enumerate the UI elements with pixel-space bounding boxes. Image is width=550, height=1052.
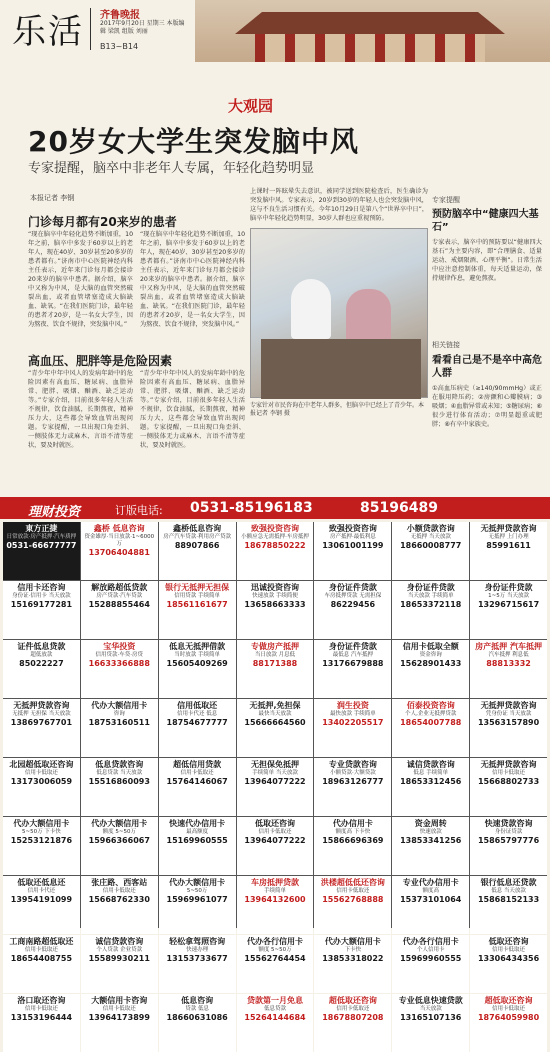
classified-ad bbox=[237, 876, 314, 934]
ad-body: 房产汽车贷款·利用房产贷款 bbox=[163, 534, 231, 540]
ad-title: 无抵押贷款咨询 bbox=[480, 524, 537, 533]
banner-image bbox=[195, 0, 550, 62]
ad-title: 佰泰投资咨询 bbox=[406, 701, 455, 710]
issue-line: 2017年9月20日 星期三 本版编辑 梁凯 组版 刘丽 bbox=[100, 20, 185, 35]
ad-body: 个人贷款 企业贷款 bbox=[96, 947, 143, 953]
classified-ad bbox=[159, 876, 236, 934]
ad-body: 最高额度 bbox=[186, 829, 209, 835]
ad-body: 信用贷款·车贷·房贷 bbox=[95, 652, 144, 658]
classified-ad bbox=[314, 994, 391, 1052]
ad-body: 小额应急无需抵押·车房抵押 bbox=[241, 534, 309, 540]
ad-title: 洪楼超低低还咨询 bbox=[320, 878, 385, 887]
ad-body: 信用卡代还 低息 bbox=[177, 711, 218, 717]
ad-title: 鑫桥 低息咨询 bbox=[93, 524, 145, 533]
classified-ad bbox=[81, 935, 158, 993]
ad-body: 5~50万 bbox=[186, 888, 208, 894]
ad-title: 鑫桥低息咨询 bbox=[173, 524, 222, 533]
classified-ad bbox=[392, 758, 469, 816]
ad-phone: 0531-66677777 bbox=[6, 541, 77, 550]
classified-ad bbox=[237, 758, 314, 816]
classified-ad bbox=[159, 817, 236, 875]
ad-body: 凭身份证 当天放款 bbox=[485, 711, 532, 717]
ad-phone: 13061001199 bbox=[322, 541, 384, 550]
ad-title: 银行无抵押无担保 bbox=[165, 583, 230, 592]
ad-title: 低息无抵押借款 bbox=[169, 642, 226, 651]
ad-phone: 88171388 bbox=[252, 659, 298, 668]
ad-phone: 15264144684 bbox=[244, 1013, 306, 1022]
ad-title: 代办大额信用卡 bbox=[169, 878, 226, 887]
classified-ad bbox=[159, 758, 236, 816]
ad-body: 房产抵押·最低利息 bbox=[329, 534, 376, 540]
ad-phone: 15605409269 bbox=[166, 659, 228, 668]
ad-title: 代办信用卡 bbox=[332, 819, 373, 828]
ad-body: 低息贷款 当天放款 bbox=[96, 770, 143, 776]
photo-figure bbox=[291, 279, 331, 339]
classified-ad bbox=[392, 581, 469, 639]
ad-title: 解放路超低贷款 bbox=[91, 583, 148, 592]
ad-phone: 15969961077 bbox=[166, 895, 228, 904]
sidebar-tag-2: 相关链接 bbox=[432, 341, 460, 349]
classified-ad bbox=[3, 640, 80, 698]
classified-ad bbox=[314, 758, 391, 816]
ad-phone: 18660008777 bbox=[400, 541, 462, 550]
ad-title: 低取还低息还 bbox=[17, 878, 66, 887]
ad-body: 信用卡低取还 bbox=[102, 1006, 136, 1012]
ad-phone: 15628901433 bbox=[400, 659, 462, 668]
classified-ad bbox=[392, 522, 469, 580]
ad-title: 轻松拿驾照咨询 bbox=[169, 937, 226, 946]
ad-phone: 15169960555 bbox=[166, 836, 228, 845]
classified-ad bbox=[392, 876, 469, 934]
ad-body: 低息贷款 bbox=[263, 1006, 286, 1012]
classified-ad bbox=[470, 935, 547, 993]
ad-header bbox=[0, 497, 550, 519]
section-heading-1: 门诊每月都有20来岁的患者 bbox=[28, 215, 177, 229]
classified-ad bbox=[3, 817, 80, 875]
byline: 本报记者 李钢 bbox=[30, 194, 75, 202]
classified-ad bbox=[470, 581, 547, 639]
ad-body: 低息 当天放款 bbox=[491, 888, 526, 894]
classified-ad bbox=[81, 876, 158, 934]
classified-ad bbox=[470, 876, 547, 934]
ad-phone: 18764059980 bbox=[477, 1013, 540, 1022]
classified-ad bbox=[159, 935, 236, 993]
ad-body: 额度高 bbox=[422, 888, 439, 894]
classified-ad bbox=[81, 522, 158, 580]
ad-body: 日常放款·房产抵押·汽车质押 bbox=[6, 534, 77, 540]
classified-ad bbox=[237, 994, 314, 1052]
sidebar-title-1: 预防脑卒中“健康四大基石” bbox=[432, 209, 539, 233]
ad-phone: 15668802733 bbox=[477, 777, 540, 786]
ad-phone: 13658663333 bbox=[244, 600, 306, 609]
banner-roof bbox=[235, 12, 505, 34]
ad-title: 身份证件贷款 bbox=[328, 642, 377, 651]
ad-phone: 13964077222 bbox=[244, 836, 306, 845]
ad-body: 手续简单 bbox=[263, 888, 286, 894]
ad-phone: 18753160511 bbox=[88, 718, 150, 727]
ad-body: 当时放款 手续简单 bbox=[174, 652, 220, 658]
ad-title: 专业低息快速贷款 bbox=[398, 996, 463, 1005]
classified-ad bbox=[237, 699, 314, 757]
ad-title: 润生投资 bbox=[336, 701, 369, 710]
photo-caption: 专家针对市民咨询在中老年人群多，但脑卒中已经上了青少年。本报记者 李钢 摄 bbox=[250, 402, 425, 417]
ad-phone: 13954191099 bbox=[10, 895, 73, 904]
classified-ad bbox=[314, 699, 391, 757]
ad-title: 代办大额信用卡 bbox=[91, 701, 148, 710]
news-photo bbox=[250, 228, 428, 398]
ad-body: 信用卡低取还 bbox=[336, 888, 370, 894]
classified-ad bbox=[392, 699, 469, 757]
ad-title: 低取还咨询 bbox=[488, 937, 529, 946]
classified-ad bbox=[237, 640, 314, 698]
ad-title: 工商南路超低取还 bbox=[9, 937, 74, 946]
ad-body: 信用卡低取还 bbox=[492, 947, 526, 953]
classified-ad bbox=[159, 994, 236, 1052]
paper-name: 齐鲁晚报 bbox=[100, 10, 140, 21]
ad-body: 5~50万 下卡快 bbox=[21, 829, 61, 835]
ad-phone: 18754677777 bbox=[166, 718, 228, 727]
classified-ad bbox=[159, 699, 236, 757]
ad-phone: 13853341256 bbox=[400, 836, 462, 845]
classified-ad bbox=[392, 640, 469, 698]
ad-title: 洛口取还咨询 bbox=[17, 996, 66, 1005]
ad-phone: 15589930211 bbox=[88, 954, 150, 963]
intro-text: 上课时一阵眩晕失去意识，被同学送到医院检查后，医生确诊为突发脑中风。专家表示，20岁到30岁的年轻人也会突发脑中风，这与不良生活习惯有关。今年10月29日是第八个“世界卒中日”，脑卒中年轻化趋势明显，30岁人群也应重视预防。 bbox=[250, 188, 428, 222]
ad-phone: 13964077222 bbox=[244, 777, 306, 786]
ad-body: 资金雄厚·当日放款·1~6000万 bbox=[84, 534, 155, 547]
ad-body: 无抵押 当天放款 bbox=[410, 534, 451, 540]
ad-title: 无抵押,免担保 bbox=[249, 701, 301, 710]
classified-ad bbox=[470, 758, 547, 816]
ad-phone: 13869767701 bbox=[10, 718, 73, 727]
ad-body: 1~5万 当天放款 bbox=[488, 593, 529, 599]
classified-ad bbox=[314, 581, 391, 639]
ad-title: 代办大额信用卡 bbox=[324, 937, 381, 946]
ad-title: 信用低取还 bbox=[177, 701, 218, 710]
ad-header-phone-2: 85196489 bbox=[360, 500, 438, 516]
ad-header-phone-1: 0531-85196183 bbox=[190, 500, 313, 516]
ad-body: 无抵押 无担保 当天放款 bbox=[12, 711, 71, 717]
ad-title: 超低信用贷款 bbox=[173, 760, 222, 769]
ad-phone: 15969960555 bbox=[400, 954, 462, 963]
classified-ad bbox=[470, 817, 547, 875]
ad-body: 额度 5~50万 bbox=[258, 947, 292, 953]
headline: 20岁女大学生突发脑中风 bbox=[28, 125, 359, 158]
classified-ad bbox=[159, 522, 236, 580]
ad-phone: 15764146067 bbox=[166, 777, 228, 786]
ad-body: 信用卡低取还 bbox=[24, 770, 58, 776]
ad-body: 咨询 bbox=[113, 711, 125, 717]
classified-ad bbox=[470, 640, 547, 698]
ad-phone: 18963126777 bbox=[322, 777, 384, 786]
ad-phone: 18678850222 bbox=[244, 541, 306, 550]
ad-phone: 18678807208 bbox=[322, 1013, 384, 1022]
classified-ad bbox=[237, 935, 314, 993]
ad-title: 超低取还咨询 bbox=[484, 996, 533, 1005]
ad-title: 代办大额信用卡 bbox=[13, 819, 70, 828]
feature-badge: 大观园 bbox=[228, 97, 274, 115]
ad-body: 信用卡低取还 bbox=[492, 1006, 526, 1012]
ad-body: 最快当天放款 bbox=[258, 711, 292, 717]
ad-body: 身份证贷款 bbox=[494, 829, 523, 835]
ad-body: 超低放款 bbox=[30, 652, 53, 658]
ad-title: 无担保免抵押 bbox=[250, 760, 299, 769]
ad-phone: 13306434356 bbox=[477, 954, 540, 963]
section-text-1b: “现在脑卒中年轻化趋势不断加重，10年之前，脑卒中多发于60岁以上的老年人，现在40岁、30岁甚至20多岁的患者都有。”济南市中心医院神经内科主任表示，近年来门诊每月都会接诊20来岁的脑卒中患者。据介绍，脑卒中又称为中风，是大脑的血管突然破裂出血，或者血管堵塞造成大脑缺血、缺氧。“在我们医院门诊，最年轻的患者才20岁，是一名女大学生，因为熬夜、饮食不规律，突发脑中风。” bbox=[140, 231, 245, 328]
ad-title: 身份证件贷款 bbox=[328, 583, 377, 592]
ad-phone: 13173006059 bbox=[10, 777, 73, 786]
ad-body: 信用卡低取还 bbox=[492, 770, 526, 776]
ad-phone: 15562768888 bbox=[322, 895, 384, 904]
classified-ad bbox=[81, 581, 158, 639]
ad-title: 专业贷款咨询 bbox=[328, 760, 377, 769]
ad-title: 致强投资咨询 bbox=[250, 524, 299, 533]
classified-ad bbox=[3, 758, 80, 816]
ad-title: 信用卡还咨询 bbox=[17, 583, 66, 592]
ad-phone: 16633366888 bbox=[88, 659, 150, 668]
ad-phone: 15866696369 bbox=[322, 836, 384, 845]
classified-ad bbox=[237, 581, 314, 639]
ad-title: 无抵押贷款咨询 bbox=[480, 760, 537, 769]
ad-body: 当天放款 手续简单 bbox=[407, 593, 454, 599]
classified-ad bbox=[314, 817, 391, 875]
ad-title: 诚信贷款咨询 bbox=[406, 760, 455, 769]
classified-ad bbox=[3, 935, 80, 993]
ad-phone: 13176679888 bbox=[322, 659, 384, 668]
ad-phone: 13853318022 bbox=[322, 954, 384, 963]
ad-title: 致强投资咨询 bbox=[328, 524, 377, 533]
ad-phone: 13296715617 bbox=[477, 600, 540, 609]
ad-body: 信用卡低取还 bbox=[102, 888, 136, 894]
ad-phone: 13706404881 bbox=[88, 548, 150, 557]
ad-title: 快速贷款咨询 bbox=[484, 819, 533, 828]
banner-pillars bbox=[255, 34, 485, 62]
ad-phone: 15373101064 bbox=[400, 895, 462, 904]
ad-phone: 13165107136 bbox=[400, 1013, 462, 1022]
ad-phone: 13402205517 bbox=[322, 718, 384, 727]
classified-ad bbox=[3, 581, 80, 639]
ad-title: 代办各行信用卡 bbox=[246, 937, 303, 946]
ad-title: 代办各行信用卡 bbox=[402, 937, 459, 946]
page-range: B13~B14 bbox=[100, 42, 139, 51]
ad-body: 当天放款 bbox=[419, 1006, 442, 1012]
classified-ad bbox=[159, 581, 236, 639]
ad-body: 额度 5~50万 bbox=[102, 829, 136, 835]
ad-title: 贷款第一月免息 bbox=[246, 996, 303, 1005]
ad-phone: 18653312456 bbox=[400, 777, 462, 786]
ad-title: 身份证件贷款 bbox=[406, 583, 455, 592]
ad-title: 银行低息还贷款 bbox=[480, 878, 537, 887]
ad-title: 诚信贷款咨询 bbox=[95, 937, 144, 946]
ad-body: 信用卡低取还 bbox=[180, 770, 214, 776]
ad-body: 信用卡低取还 bbox=[24, 1006, 58, 1012]
ad-phone: 88813332 bbox=[486, 659, 531, 668]
ad-body: 无抵押 上门办理 bbox=[488, 534, 529, 540]
ad-body: 贷款 低息 bbox=[185, 1006, 209, 1012]
ad-phone: 13153196444 bbox=[10, 1013, 73, 1022]
ad-title: 代办大额信用卡 bbox=[91, 819, 148, 828]
ad-title: 低取还咨询 bbox=[254, 819, 295, 828]
sidebar-text-1: 专家表示，脑卒中的预防要以“健康四大基石”为主要内容，即“合理膳食、适量运动、戒烟限酒、心理平衡”。日常生活中应注意控制体重，每天适量运动，保持规律作息，避免熬夜。 bbox=[432, 239, 542, 282]
ad-title: 東方正捷 bbox=[25, 524, 58, 533]
classified-ad bbox=[314, 876, 391, 934]
ad-title: 超低取还咨询 bbox=[328, 996, 377, 1005]
ad-title: 无抵押贷款咨询 bbox=[480, 701, 537, 710]
ad-body: 额度高 下卡快 bbox=[335, 829, 371, 835]
ad-header-sub: 订版电话: bbox=[115, 504, 163, 517]
ad-title: 证件低息贷款 bbox=[17, 642, 66, 651]
ad-title: 专业代办信用卡 bbox=[402, 878, 459, 887]
ad-body: 当日放款 月息低 bbox=[254, 652, 296, 658]
classified-ad bbox=[81, 817, 158, 875]
ad-title: 宝华投资 bbox=[103, 642, 136, 651]
ad-phone: 15288855464 bbox=[88, 600, 150, 609]
ad-title: 小额贷款咨询 bbox=[406, 524, 455, 533]
classified-ad bbox=[237, 817, 314, 875]
ad-title: 专做房产抵押 bbox=[250, 642, 299, 651]
ad-phone: 86229456 bbox=[330, 600, 376, 609]
ad-body: 最低息 汽车抵押 bbox=[332, 652, 373, 658]
ad-phone: 15668762330 bbox=[88, 895, 150, 904]
ad-body: 低息 手续简单 bbox=[413, 770, 449, 776]
classified-ad bbox=[314, 935, 391, 993]
ad-title: 无抵押贷款咨询 bbox=[13, 701, 70, 710]
ad-title: 房产抵押 汽车抵押 bbox=[475, 642, 542, 651]
ad-title: 低息咨询 bbox=[181, 996, 214, 1005]
ad-body: 车房抵押贷款 无需担保 bbox=[324, 593, 382, 599]
classified-ad bbox=[159, 640, 236, 698]
classified-ad bbox=[314, 640, 391, 698]
ad-header-label: 理财投资 bbox=[28, 505, 81, 520]
ad-body: 个人,企业无抵押贷款 bbox=[405, 711, 457, 717]
ad-body: 最快放款 手续简单 bbox=[329, 711, 376, 717]
ad-body: 房产贷款·汽车贷款 bbox=[96, 593, 143, 599]
subheadline: 专家提醒，脑卒中非老年人专属，年轻化趋势明显 bbox=[28, 161, 315, 176]
ad-title: 迅诚投资咨询 bbox=[250, 583, 299, 592]
ad-title: 资金周转 bbox=[414, 819, 447, 828]
ad-body: 下卡快 bbox=[344, 947, 362, 953]
ad-phone: 15666664560 bbox=[244, 718, 306, 727]
masthead bbox=[0, 0, 550, 62]
classified-ad bbox=[314, 522, 391, 580]
ad-body: 资金咨询 bbox=[419, 652, 442, 658]
ad-phone: 85022227 bbox=[19, 659, 64, 668]
ad-phone: 15966366067 bbox=[88, 836, 150, 845]
ad-body: 汽车抵押 利息低 bbox=[488, 652, 529, 658]
ad-body: 快速放款 手续简便 bbox=[252, 593, 298, 599]
classified-ad bbox=[470, 522, 547, 580]
section-text-1a: “现在脑卒中年轻化趋势不断加重，10年之前，脑卒中多发于60岁以上的老年人，现在40岁、30岁甚至20多岁的患者都有。”济南市中心医院神经内科主任表示，近年来门诊每月都会接诊20来岁的脑卒中患者。据介绍，脑卒中又称为中风，是大脑的血管突然破裂出血，或者血管堵塞造成大脑缺血、缺氧。“在我们医院门诊，最年轻的患者才20岁，是一名女大学生，因为熬夜、饮食不规律，突发脑中风。” bbox=[28, 231, 133, 328]
ad-phone: 13153733677 bbox=[166, 954, 228, 963]
classified-ad bbox=[392, 935, 469, 993]
ad-body: 小额贷款·大额贷款 bbox=[329, 770, 376, 776]
ad-phone: 18653372118 bbox=[400, 600, 462, 609]
sidebar-title-2: 看看自己是不是卒中高危人群 bbox=[432, 355, 542, 379]
section-text-2a: “青少年中年中风人的发病年龄中的危险因素有高血压、糖尿病、血脂异常、肥胖、吸烟、酗酒、缺乏运动等。”专家介绍，目前很多年轻人生活不规律，饮食油腻，长期熬夜，精神压力大，这些都会导致血管出现问题。专家提醒，一旦出现口角歪斜、一侧肢体无力或麻木、言语不清等症状，要及时就医。 bbox=[28, 370, 133, 449]
ad-phone: 15516860093 bbox=[88, 777, 150, 786]
classified-ad bbox=[81, 699, 158, 757]
classified-ad bbox=[470, 994, 547, 1052]
classified-ad bbox=[470, 699, 547, 757]
ad-title: 低息贷款咨询 bbox=[95, 760, 144, 769]
classified-ad bbox=[81, 758, 158, 816]
ad-title: 北园超低取还咨询 bbox=[9, 760, 74, 769]
ad-body: 信用卡低取还 bbox=[258, 829, 292, 835]
classified-ad bbox=[392, 994, 469, 1052]
ad-phone: 13563157890 bbox=[477, 718, 540, 727]
ad-phone: 18660631086 bbox=[166, 1013, 228, 1022]
ad-phone: 15253121876 bbox=[10, 836, 73, 845]
ad-body: 快速办理 bbox=[186, 947, 209, 953]
photo-foreground bbox=[261, 339, 421, 399]
ad-title: 快速代办信用卡 bbox=[169, 819, 226, 828]
ad-phone: 15868152133 bbox=[477, 895, 540, 904]
ad-body: 信用贷款 手续简单 bbox=[174, 593, 220, 599]
ad-body: 身份证·信用卡 当天放款 bbox=[12, 593, 71, 599]
ad-body: 信用卡低取还 bbox=[336, 1006, 370, 1012]
ad-body: 信用卡代还 bbox=[27, 888, 56, 894]
ad-phone: 18654408755 bbox=[10, 954, 73, 963]
ad-phone: 15865797776 bbox=[477, 836, 540, 845]
ad-title: 身份证件贷款 bbox=[484, 583, 533, 592]
ad-title: 信用卡低取全额 bbox=[402, 642, 459, 651]
ad-phone: 88907866 bbox=[174, 541, 220, 550]
ad-body: 手续简单 当天放款 bbox=[252, 770, 298, 776]
classified-ad bbox=[81, 994, 158, 1052]
ad-title: 张庄路、西客站 bbox=[91, 878, 148, 887]
divider bbox=[90, 8, 91, 50]
ad-phone: 13964132600 bbox=[244, 895, 306, 904]
classified-ad-grid bbox=[3, 522, 547, 1022]
ad-body: 个人信用卡 bbox=[416, 947, 445, 953]
classified-ad bbox=[3, 522, 80, 580]
section-title: 乐活 bbox=[12, 12, 84, 52]
section-heading-2: 高血压、肥胖等是危险因素 bbox=[28, 354, 173, 368]
ad-phone: 15562764454 bbox=[244, 954, 306, 963]
ad-phone: 85991611 bbox=[486, 541, 531, 550]
classified-ad bbox=[3, 876, 80, 934]
ad-body: 快速放款 bbox=[419, 829, 442, 835]
ad-phone: 15169177281 bbox=[10, 600, 73, 609]
ad-phone: 18654007788 bbox=[400, 718, 462, 727]
section-text-2b: “青少年中年中风人的发病年龄中的危险因素有高血压、糖尿病、血脂异常、肥胖、吸烟、酗酒、缺乏运动等。”专家介绍，目前很多年轻人生活不规律，饮食油腻，长期熬夜，精神压力大，这些都会导致血管出现问题。专家提醒，一旦出现口角歪斜、一侧肢体无力或麻木、言语不清等症状，要及时就医。 bbox=[140, 370, 245, 449]
classified-ad bbox=[3, 994, 80, 1052]
ad-phone: 13964173899 bbox=[88, 1013, 150, 1022]
ad-phone: 18561161677 bbox=[166, 600, 228, 609]
classified-ad bbox=[81, 640, 158, 698]
sidebar-text-2: ①高血压病史（≥140/90mmHg）或正在服用降压药；②房颤和心瓣膜病；③吸烟；④血脂异常或未知；⑤糖尿病；⑥很少进行体育活动；⑦明显超重或肥胖；⑧有卒中家族史。 bbox=[432, 385, 542, 428]
classified-ad bbox=[237, 522, 314, 580]
classified-ad bbox=[392, 817, 469, 875]
sidebar-tag-1: 专家提醒 bbox=[432, 196, 460, 204]
ad-body: 信用卡低取还 bbox=[24, 947, 58, 953]
ad-title: 车房抵押贷款 bbox=[250, 878, 299, 887]
ad-title: 大额信用卡咨询 bbox=[91, 996, 148, 1005]
classified-ad bbox=[3, 699, 80, 757]
